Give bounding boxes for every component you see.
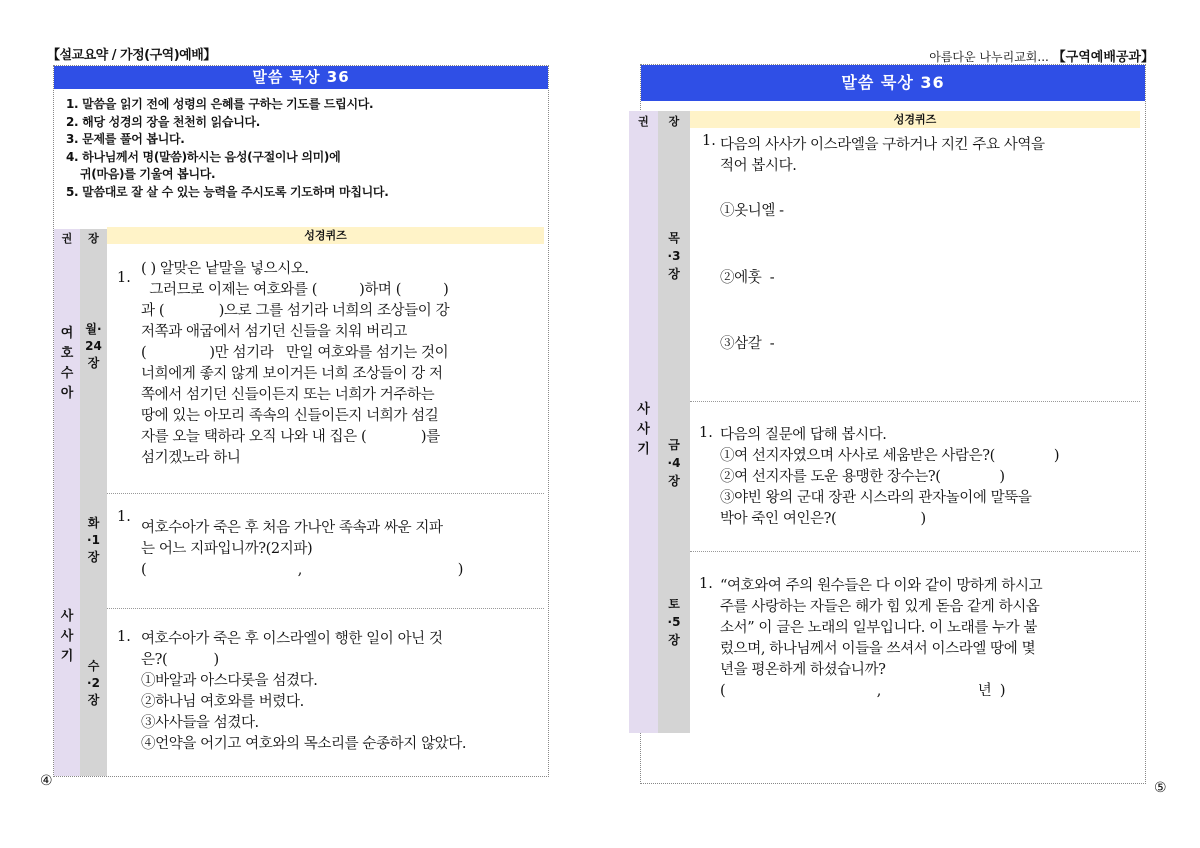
chapter-text: 수·2장 xyxy=(87,659,100,707)
header-left: 【설교요약 / 가정(구역)예배】 xyxy=(47,48,216,63)
question-number: 1. xyxy=(117,509,131,525)
question-line: “여호와여 주의 원수들은 다 이와 같이 망하게 하시고 xyxy=(720,578,1043,594)
question-number: 1. xyxy=(702,133,716,149)
col-quiz-header: 성경퀴즈 xyxy=(690,111,1140,128)
instruction-item: 1. 말씀을 읽기 전에 성령의 은혜를 구하는 기도를 드립시다. xyxy=(66,97,374,111)
row-divider xyxy=(690,401,1140,402)
header-right-prefix: 아름다운 나누리교회... xyxy=(929,50,1053,64)
answer-item: ①옷니엘 - xyxy=(720,203,784,219)
question-text xyxy=(720,576,1140,702)
question-line: ③야빈 왕의 군대 장관 시스라의 관자놀이에 말뚝을 xyxy=(720,490,1032,506)
question-line: ( , 년 ) xyxy=(720,683,1006,699)
chapter-text: 화·1장 xyxy=(87,516,100,564)
instructions xyxy=(66,96,544,201)
left-page xyxy=(53,65,549,777)
question-line: 주를 사랑하는 자들은 해가 힘 있게 돋음 같게 하시옵 xyxy=(720,599,1040,615)
question-text xyxy=(720,135,1140,177)
question-line: ②하나님 여호와를 버렸다. xyxy=(141,694,304,710)
question-line: 섬기겠노라 하니 xyxy=(141,450,241,466)
chapter-text: 금·4장 xyxy=(667,438,681,488)
chapter-label xyxy=(658,229,690,283)
question-line: ①바알과 아스다롯을 섬겼다. xyxy=(141,673,318,689)
book-name-judges xyxy=(54,607,80,667)
question-text xyxy=(141,629,539,755)
chapter-text: 목·3장 xyxy=(667,231,681,281)
question-line: 박아 죽인 여인은?( ) xyxy=(720,511,926,527)
question-text xyxy=(141,518,539,581)
book-name-text: 사사기 xyxy=(637,402,650,457)
chapter-label xyxy=(658,436,690,490)
question-line: 저쪽과 애굽에서 섬기던 신들을 치워 버리고 xyxy=(141,324,407,340)
right-page xyxy=(637,64,1146,784)
question-line: ( )만 섬기라 만일 여호와를 섬기는 것이 xyxy=(141,345,449,361)
question-line: ②여 선지자를 도운 용맹한 장수는?( ) xyxy=(720,469,1005,485)
question-line: 너희에게 좋지 않게 보이거든 너희 조상들이 강 저 xyxy=(141,366,443,382)
col-book-header: 권 xyxy=(61,232,73,245)
left-page-title: 말씀 묵상 36 xyxy=(54,66,548,89)
book-name-judges xyxy=(629,400,658,460)
question-line: 소서” 이 글은 노래의 일부입니다. 이 노래를 누가 불 xyxy=(720,620,1038,636)
col-book-header: 권 xyxy=(638,115,649,128)
question-line: 적어 봅시다. xyxy=(720,158,797,174)
chapter-label xyxy=(80,658,107,709)
question-line: 년을 평온하게 하셨습니까? xyxy=(720,662,886,678)
question-line: 여호수아가 죽은 후 이스라엘이 행한 일이 아닌 것 xyxy=(141,631,443,647)
left-page-number: ④ xyxy=(40,773,53,789)
question-text xyxy=(141,259,539,469)
chapter-text: 월·24장 xyxy=(85,322,102,370)
question-text xyxy=(720,425,1140,530)
question-line: ①여 선지자였으며 사사로 세움받은 사람은?( ) xyxy=(720,448,1060,464)
instruction-item: 3. 문제를 풀어 봅니다. xyxy=(66,132,185,146)
row-divider xyxy=(107,493,544,494)
question-line: 다음의 사사가 이스라엘을 구하거나 지킨 주요 사역을 xyxy=(720,137,1045,153)
instruction-item: 2. 해당 성경의 장을 천천히 읽습니다. xyxy=(66,114,261,129)
right-page-title: 말씀 묵상 36 xyxy=(641,65,1145,101)
question-number: 1. xyxy=(699,576,713,592)
question-line: ( , ) xyxy=(141,562,463,578)
question-line: ( ) 알맞은 낱말을 넣으시오. xyxy=(141,261,309,277)
instruction-item: 5. 말씀대로 잘 살 수 있는 능력을 주시도록 기도하며 마칩니다. xyxy=(66,184,389,199)
question-line: 은?( ) xyxy=(141,652,219,668)
col-chapter-header: 장 xyxy=(88,232,99,245)
book-name-text: 사사기 xyxy=(60,609,74,664)
question-line: 는 어느 지파입니까?(2지파) xyxy=(141,541,313,557)
question-line: 렀으며, 하나님께서 이들을 쓰셔서 이스라엘 땅에 몇 xyxy=(720,641,1036,657)
row-divider xyxy=(690,551,1140,552)
question-number: 1. xyxy=(117,270,131,286)
question-line: 다음의 질문에 답해 봅시다. xyxy=(720,427,887,443)
col-quiz-header: 성경퀴즈 xyxy=(107,227,544,244)
question-line: ④언약을 어기고 여호와의 목소리를 순종하지 않았다. xyxy=(141,736,467,752)
header-right xyxy=(929,46,1154,65)
right-page-number: ⑤ xyxy=(1154,780,1167,796)
question-line: 과 ( )으로 그를 섬기라 너희의 조상들이 강 xyxy=(141,303,450,319)
answer-item: ②에훗 - xyxy=(720,270,775,286)
instruction-item: 4. 하나님께서 명(말씀)하시는 음성(구절이나 의미)에 xyxy=(66,149,341,164)
book-name-text: 여호수아 xyxy=(60,326,74,401)
answer-item: ③삼갈 - xyxy=(720,336,775,352)
question-line: 자를 오늘 택하라 오직 나와 내 집은 ( )를 xyxy=(141,429,440,445)
chapter-label xyxy=(80,321,107,372)
chapter-label xyxy=(658,595,690,649)
question-line: 쪽에서 섬기던 신들이든지 또는 너희가 거주하는 xyxy=(141,387,435,403)
row-divider xyxy=(107,608,544,609)
question-number: 1. xyxy=(117,629,131,645)
question-line: 그러므로 이제는 여호와를 ( )하며 ( ) xyxy=(141,282,449,298)
question-line: 땅에 있는 아모리 족속의 신들이든지 너희가 섬길 xyxy=(141,408,439,424)
question-line: 여호수아가 죽은 후 처음 가나안 족속과 싸운 지파 xyxy=(141,520,443,536)
book-name-joshua xyxy=(54,324,80,404)
book-column xyxy=(54,229,80,776)
question-number: 1. xyxy=(699,425,713,441)
header-right-bold: 【구역예배공과】 xyxy=(1052,50,1154,65)
question-line: ③사사들을 섬겼다. xyxy=(141,715,259,731)
chapter-text: 토·5장 xyxy=(667,597,681,647)
col-chapter-header: 장 xyxy=(668,115,680,128)
chapter-label xyxy=(80,515,107,566)
instruction-item: 귀(마음)를 기울여 봅니다. xyxy=(80,167,216,181)
